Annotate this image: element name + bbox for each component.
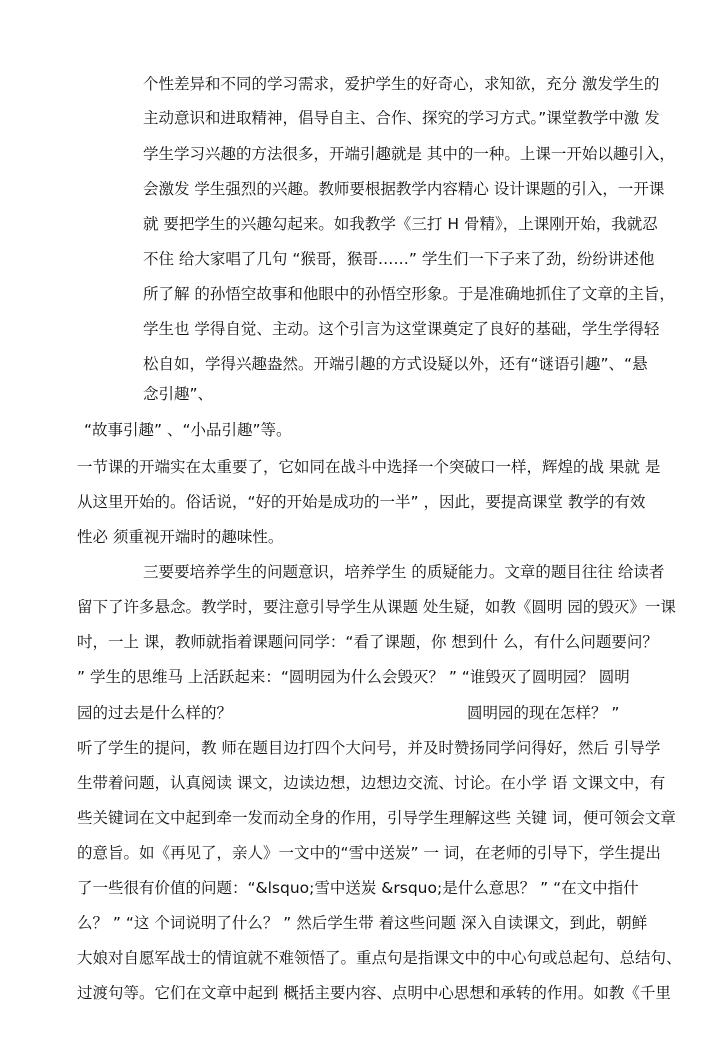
text-line-4: 会激发 学生强烈的兴趣。教师要根据教学内容精心 设计课题的引入，一开课	[143, 180, 665, 198]
text-line-14: 性必 须重视开端时的趣味性。	[77, 528, 284, 546]
text-line-7: 所了解 的孙悟空故事和他眼中的孙悟空形象。于是准确地抓住了文章的主旨，	[143, 285, 675, 303]
text-line-27: 过渡句等。它们在文章中起到 概括主要内容、点明中心思想和承转的作用。如教《千里	[77, 984, 671, 1002]
text-line-15: 三要要培养学生的问题意识，培养学生 的质疑能力。文章的题目往往 给读者	[143, 563, 665, 581]
text-line-8: 学生也 学得自觉、主动。这个引言为这堂课奠定了良好的基础，学生学得轻	[143, 320, 660, 338]
text-line-23: 的意旨。如《再见了，亲人》一文中的“雪中送炭” 一 词，在老师的引导下，学生提出	[77, 844, 661, 862]
text-line-19b: 圆明园的现在怎样？ ”	[467, 704, 620, 722]
text-line-17: 吋，一上 课，教师就指着课题问同学：“看了课题，你 想到什 么，有什么问题要问？	[77, 633, 658, 651]
text-line-13: 从这里开始的。俗话说，“好的开始是成功的一半” ，因此，要提高课堂 教学的有效	[77, 493, 646, 511]
text-line-5: 就 要把学生的兴趣勾起来。如我教学《三打 H 骨精》，上课刚开始，我就忍	[143, 215, 658, 233]
text-line-2: 主动意识和进取精神，倡导自主、合作、探究的学习方式。”课堂教学中激 发	[143, 109, 660, 127]
text-line-21: 生带着问题，认真阅读 课文，边读边想，边想边交流、讨论。在小学 语 文课文中，有	[77, 774, 666, 792]
text-line-19a: 园的过去是什么样的？	[77, 704, 233, 722]
text-line-18: ” 学生的思维马 上活跃起来：“圆明园为什么会毁灭？ ” “谁毁灭了圆明园？ 圆明	[77, 668, 630, 686]
text-line-25: 么？ ” “这 个词说明了什么？ ” 然后学生带 着这些问题 深入自读课文，到此，朝鲜	[77, 914, 648, 932]
text-line-24: 了一些很有价值的问题：“&lsquo;雪中送炭 &rsquo;是什么意思？ ” “在文中指什	[77, 879, 639, 897]
text-line-20: 听了学生的提问，教 师在题目边打四个大问号，并及时赞扬同学问得好，然后 引导学	[77, 739, 661, 757]
text-line-16: 留下了许多悬念。教学时，要注意引导学生从课题 处生疑，如教《圆明 园的毁灭》一课	[77, 598, 676, 616]
text-line-10: 念引趣”、	[143, 385, 214, 403]
text-line-9: 松自如，学得兴趣盎然。开端引趣的方式设疑以外，还有“谜语引趣”、“悬	[143, 355, 648, 373]
text-line-11: “故事引趣” 、“小品引趣”等。	[84, 421, 292, 439]
text-line-1: 个性差异和不同的学习需求，爱护学生的好奇心，求知欲，充分 激发学生的	[143, 75, 660, 93]
text-line-3: 学生学习兴趣的方法很多，开端引趣就是 其中的一种。上课一开始以趣引入，	[143, 145, 675, 163]
text-line-26: 大娘对自愿军战士的情谊就不难领悟了。重点句是指课文中的中心句或总起句、总结句、	[77, 949, 682, 967]
text-line-22: 些关键词在文中起到牵一发而动全身的作用，引导学生理解这些 关键 词，便可领会文章	[77, 809, 676, 827]
text-line-12: 一节课的开端实在太重要了，它如同在战斗中选择一个突破口一样，辉煌的战 果就 是	[77, 458, 661, 476]
text-line-6: 不住 给大家唱了几句 “猴哥，猴哥……” 学生们一下子来了劲，纷纷讲述他	[143, 250, 655, 268]
